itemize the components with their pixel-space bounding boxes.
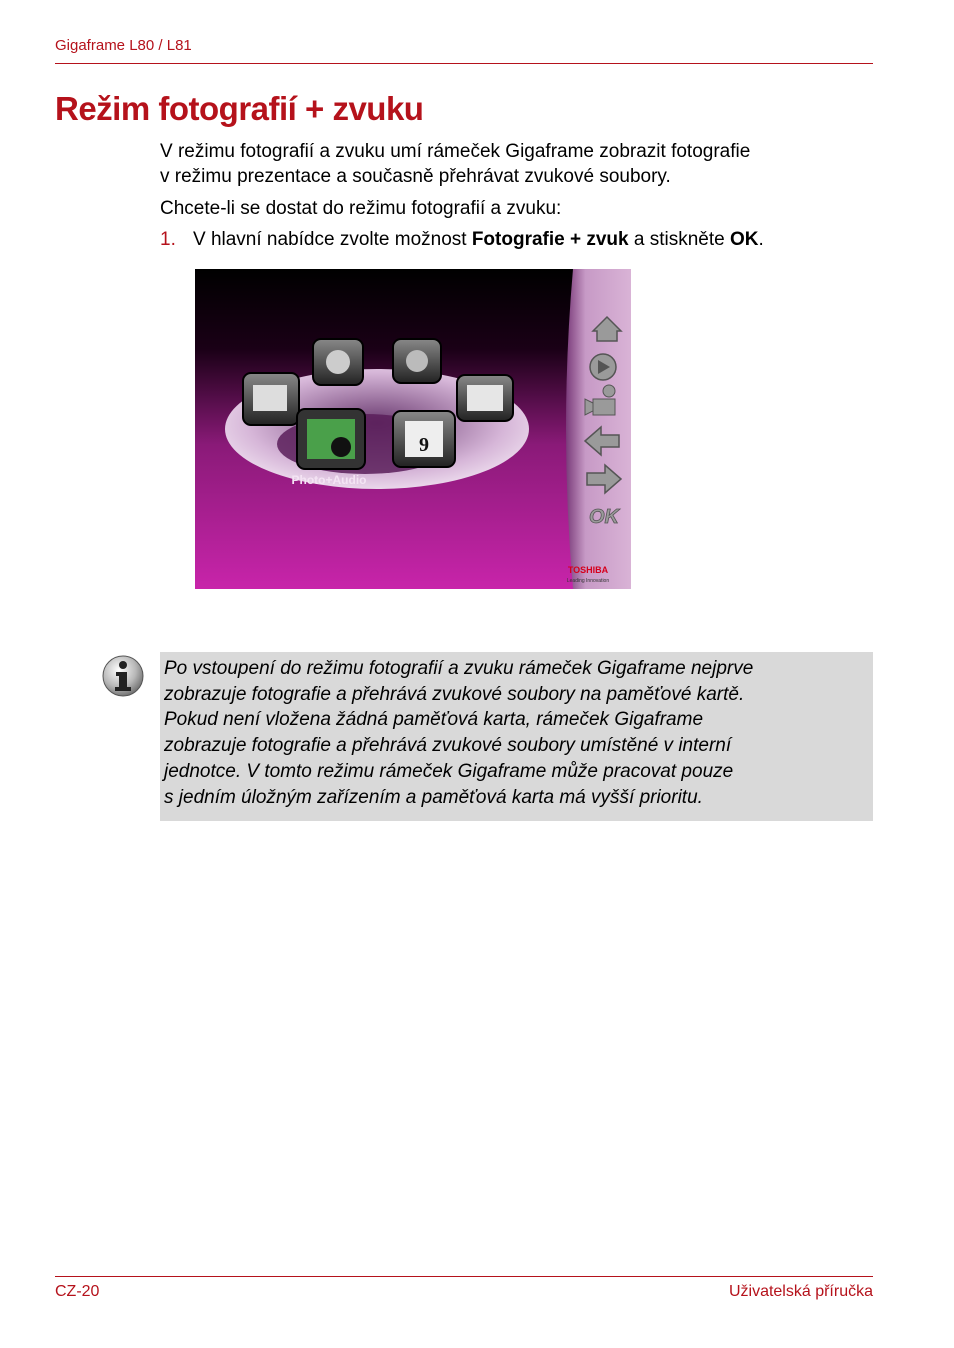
menu-tile-settings xyxy=(393,339,441,383)
device-screen-graphic xyxy=(195,269,631,589)
note-line: zobrazuje fotografie a přehrává zvukové soubory na paměťové kartě. xyxy=(164,683,745,705)
menu-tile-camera xyxy=(243,373,299,425)
running-header: Gigaframe L80 / L81 xyxy=(55,37,192,54)
note-line: Pokud není vložena žádná paměťová karta, rámeček Gigaframe xyxy=(164,709,704,731)
step-text-before: V hlavní nabídce zvolte možnost xyxy=(193,229,472,250)
device-screenshot xyxy=(195,269,631,589)
note-line: jednotce. V tomto režimu rámeček Gigaframe může pracovat pouze xyxy=(164,760,734,782)
svg-text:9: 9 xyxy=(419,434,429,456)
step-text-middle: a stiskněte xyxy=(628,229,730,250)
menu-tile-music xyxy=(313,339,363,385)
play-icon xyxy=(590,354,616,380)
lead-paragraph: Chcete-li se dostat do režimu fotografií a zvuku: xyxy=(160,198,562,219)
page-number: CZ-20 xyxy=(55,1283,100,1300)
brand-tagline: Leading Innovation xyxy=(566,578,610,584)
step-1 xyxy=(160,227,880,252)
note-line: zobrazuje fotografie a přehrává zvukové soubory umístěné v interní xyxy=(164,735,732,757)
step-number: 1. xyxy=(160,229,176,250)
brand-logo: TOSHIBA xyxy=(567,565,609,575)
header-rule xyxy=(55,63,873,64)
intro-paragraph xyxy=(160,139,880,189)
note-line: s jedním úložným zařízením a paměťová karta má vyšší prioritu. xyxy=(164,786,703,808)
menu-tile-photo-audio xyxy=(297,409,365,469)
intro-line-1: V režimu fotografií a zvuku umí rámeček Gigaframe zobrazit fotografie xyxy=(160,141,751,162)
info-icon xyxy=(101,654,145,698)
step-text-after: . xyxy=(758,229,764,250)
footer-rule xyxy=(55,1276,873,1277)
page-title: Režim fotografií + zvuku xyxy=(55,90,424,127)
step-option: Fotografie + zvuk xyxy=(471,229,629,250)
ok-icon: OK xyxy=(589,506,619,528)
menu-tile-photos xyxy=(457,375,513,421)
step-ok: OK xyxy=(730,229,759,250)
manual-title: Uživatelská příručka xyxy=(728,1283,873,1300)
note-line: Po vstoupení do režimu fotografií a zvuku rámeček Gigaframe nejprve xyxy=(164,658,754,679)
menu-label: Photo+Audio xyxy=(291,473,367,487)
note-text xyxy=(164,656,864,810)
intro-line-2: v režimu prezentace a současně přehrávat zvukové soubory. xyxy=(160,166,671,187)
menu-tile-calendar xyxy=(393,411,455,467)
